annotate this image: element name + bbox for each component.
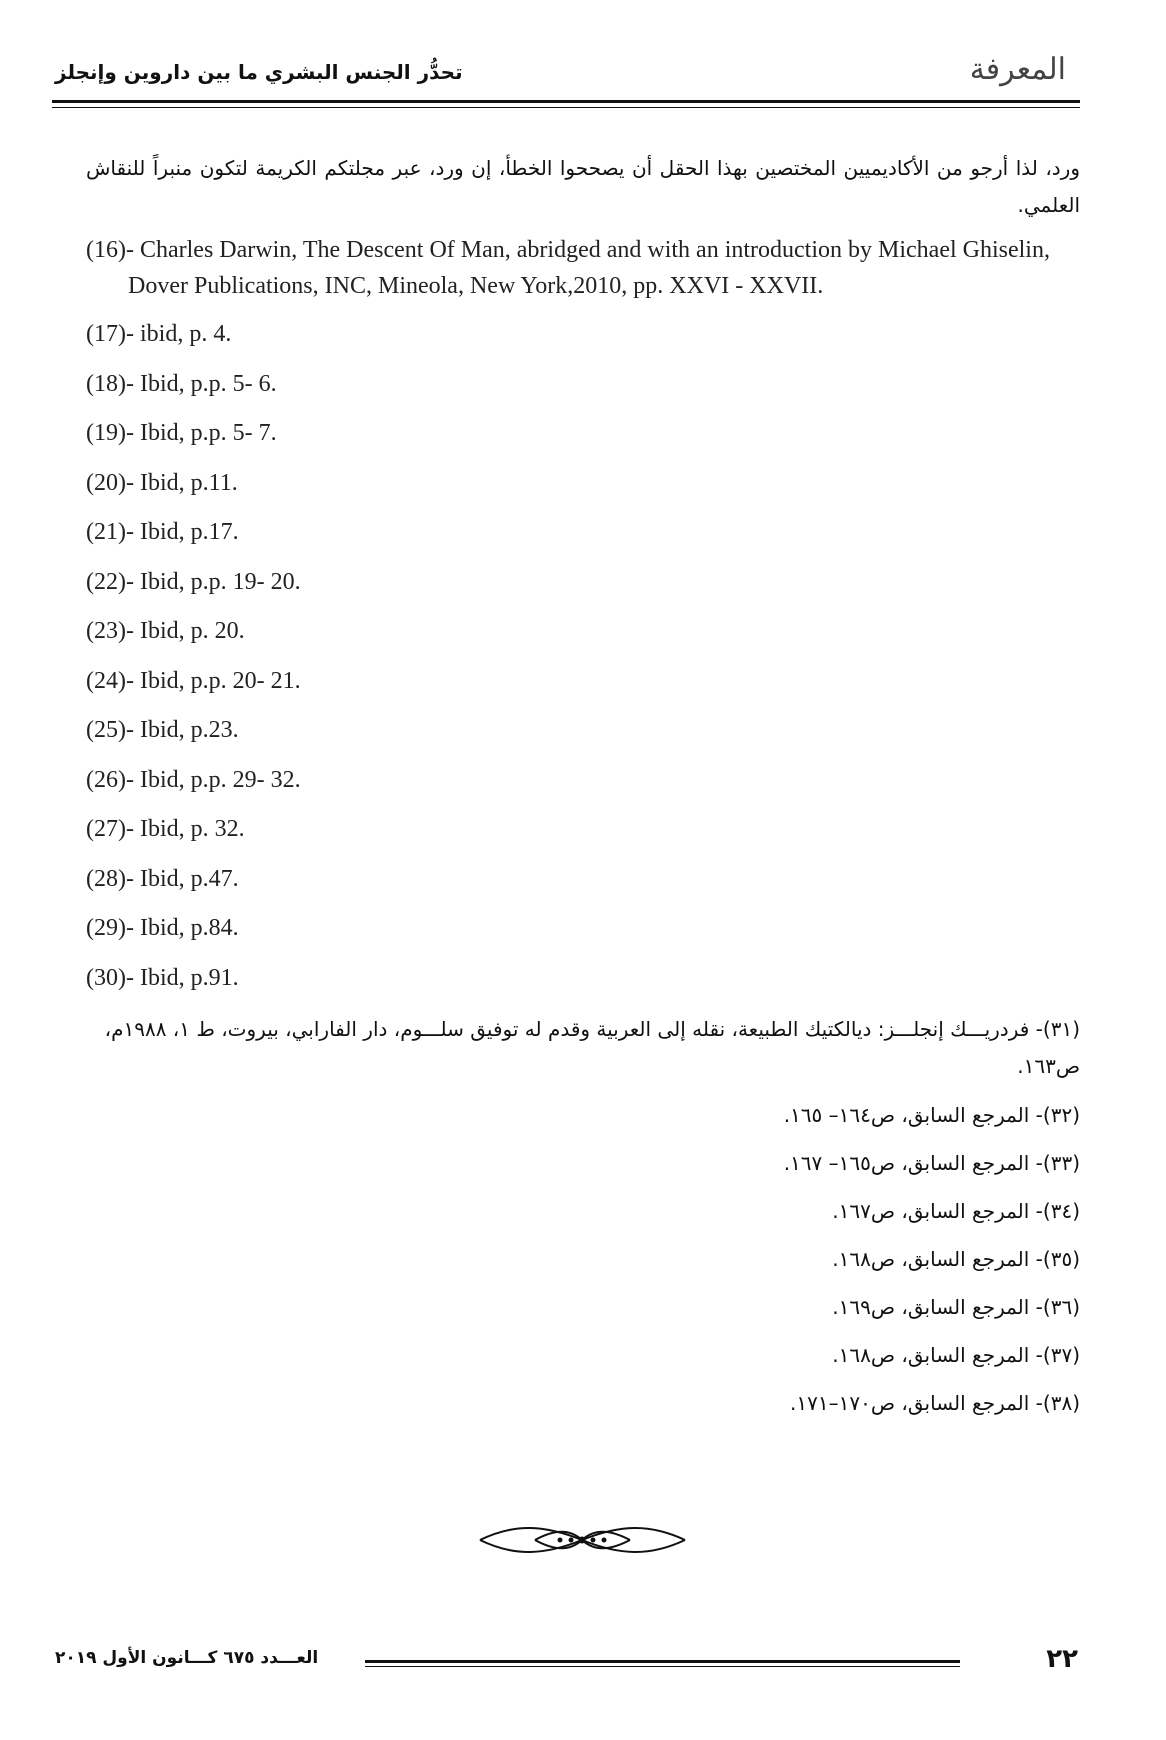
reference-item: (٣٤)- المرجع السابق، ص١٦٧. xyxy=(832,1199,1080,1223)
reference-item: (٣٢)- المرجع السابق، ص١٦٤– ١٦٥. xyxy=(783,1103,1080,1127)
running-title: تحدُّر الجنس البشري ما بين داروين وإنجلز xyxy=(55,60,463,84)
reference-item: (٣٦)- المرجع السابق، ص١٦٩. xyxy=(832,1295,1080,1319)
reference-item: (21)- Ibid, p.17. xyxy=(86,519,239,545)
header-rule-thin xyxy=(52,107,1080,108)
reference-item: (٣٧)- المرجع السابق، ص١٦٨. xyxy=(832,1343,1080,1367)
reference-item: (17)- ibid, p. 4. xyxy=(86,321,232,347)
arabic-reference-list xyxy=(86,1011,1080,1427)
page-footer xyxy=(0,1640,1166,1690)
ornament-divider xyxy=(475,1515,690,1565)
reference-item: (23)- Ibid, p. 20. xyxy=(86,618,245,644)
reference-item: (19)- Ibid, p.p. 5- 7. xyxy=(86,420,277,446)
reference-item: (29)- Ibid, p.84. xyxy=(86,915,239,941)
references-section xyxy=(86,150,1080,1427)
reference-item: (24)- Ibid, p.p. 20- 21. xyxy=(86,667,301,694)
header-rule-thick xyxy=(52,100,1080,103)
reference-item: (20)- Ibid, p.11. xyxy=(86,469,238,496)
reference-item: (22)- Ibid, p.p. 19- 20. xyxy=(86,568,301,595)
reference-item: (26)- Ibid, p.p. 29- 32. xyxy=(86,766,301,793)
reference-item: (30)- Ibid, p.91. xyxy=(86,964,239,991)
footer-rule-thick xyxy=(365,1660,960,1663)
reference-item: (٣٥)- المرجع السابق، ص١٦٨. xyxy=(832,1247,1080,1271)
intro-paragraph: ورد، لذا أرجو من الأكاديميين المختصين بهذا الحقل أن يصححوا الخطأ، إن ورد، عبر مجلتكم الكريمة لتكون منبراً للنقاش العلمي. xyxy=(86,156,1080,217)
issue-info: العـــدد ٦٧٥ كـــانون الأول ٢٠١٩ xyxy=(55,1648,319,1668)
reference-item: (25)- Ibid, p.23. xyxy=(86,717,239,743)
reference-item: (18)- Ibid, p.p. 5- 6. xyxy=(86,370,277,397)
reference-item: (16)- Charles Darwin, The Descent Of Man, abridged and with an introduction by Michael Ghiselin, Dover Publications, INC, Mineola, New York,2010, pp. XXVI - XXVII. xyxy=(86,237,1050,299)
reference-item: (٣١)- فردريـــك إنجلـــز: ديالكتيك الطبيعة، نقله إلى العربية وقدم له توفيق سلـــوم، دار الفارابي، بيروت، ط ١، ١٩٨٨م، ص١٦٣. xyxy=(104,1017,1080,1078)
journal-logo: المعرفة xyxy=(969,52,1066,87)
reference-item: (27)- Ibid, p. 32. xyxy=(86,816,245,842)
english-reference-list xyxy=(86,232,1080,1003)
reference-item: (٣٣)- المرجع السابق، ص١٦٥– ١٦٧. xyxy=(783,1151,1080,1175)
reference-item: (٣٨)- المرجع السابق، ص١٧٠–١٧١. xyxy=(790,1391,1080,1415)
footer-rule-thin xyxy=(365,1666,960,1667)
reference-item: (28)- Ibid, p.47. xyxy=(86,865,239,892)
page-header xyxy=(0,0,1166,112)
page-number: ٢٢ xyxy=(1046,1644,1078,1674)
